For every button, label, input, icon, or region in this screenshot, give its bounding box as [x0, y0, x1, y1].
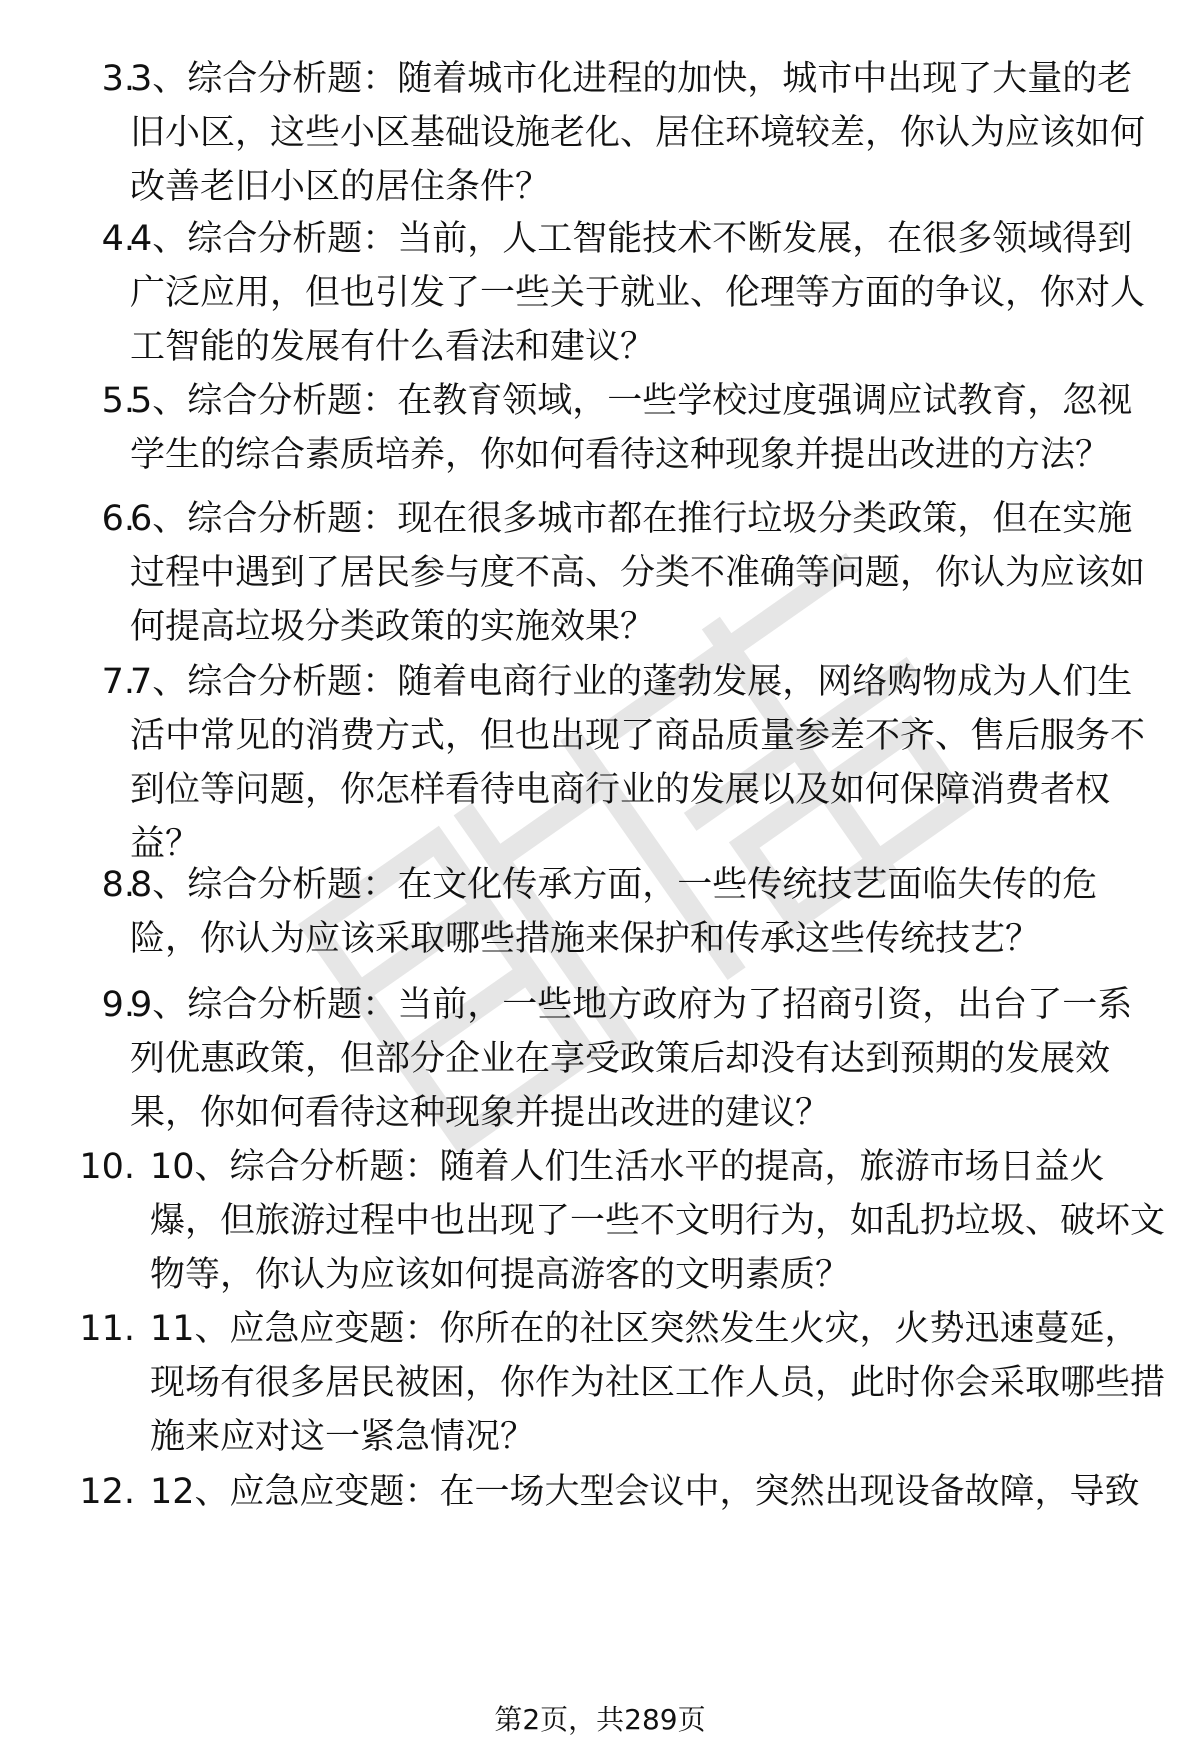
question-number: 10. [79, 1147, 135, 1187]
question-text: 4、综合分析题：当前，人工智能技术不断发展，在很多领域得到广泛应用，但也引发了一些关于就业、伦理等方面的争议，你对人工智能的发展有什么看法和建议？ [130, 219, 1146, 367]
question-number: 6. [101, 499, 135, 539]
question-text: 6、综合分析题：现在很多城市都在推行垃圾分类政策，但在实施过程中遇到了居民参与度不高、分类不准确等问题，你认为应该如何提高垃圾分类政策的实施效果？ [130, 499, 1146, 647]
question-number: 11. [79, 1309, 135, 1349]
question-text: 3、综合分析题：随着城市化进程的加快，城市中出现了大量的老旧小区，这些小区基础设施老化、居住环境较差，你认为应该如何改善老旧小区的居住条件？ [130, 59, 1146, 207]
question-text: 7、综合分析题：随着电商行业的蓬勃发展，网络购物成为人们生活中常见的消费方式，但也出现了商品质量参差不齐、售后服务不到位等问题，你怎样看待电商行业的发展以及如何保障消费者权益？ [130, 662, 1146, 864]
question-number: 4. [101, 219, 135, 259]
page-footer: 第2页，共289页 [494, 1703, 706, 1736]
question-text: 5、综合分析题：在教育领域，一些学校过度强调应试教育，忽视学生的综合素质培养，你如何看待这种现象并提出改进的方法？ [130, 381, 1133, 475]
question-text: 12、应急应变题：在一场大型会议中，突然出现设备故障，导致 [150, 1472, 1140, 1512]
question-number: 7. [101, 662, 135, 702]
question-text: 9、综合分析题：当前，一些地方政府为了招商引资，出台了一系列优惠政策，但部分企业在享受政策后却没有达到预期的发展效果，你如何看待这种现象并提出改进的建议？ [130, 985, 1133, 1133]
question-text: 8、综合分析题：在文化传承方面，一些传统技艺面临失传的危险，你认为应该采取哪些措施来保护和传承这些传统技艺？ [130, 865, 1098, 959]
question-text: 11、应急应变题：你所在的社区突然发生火灾，火势迅速蔓延，现场有很多居民被困，你作为社区工作人员，此时你会采取哪些措施来应对这一紧急情况？ [150, 1309, 1166, 1457]
question-number: 3. [101, 59, 135, 99]
question-number: 12. [79, 1472, 135, 1512]
question-number: 5. [101, 381, 135, 421]
question-text: 10、综合分析题：随着人们生活水平的提高，旅游市场日益火爆，但旅游过程中也出现了一些不文明行为，如乱扔垃圾、破坏文物等，你认为应该如何提高游客的文明素质？ [150, 1147, 1166, 1295]
question-number: 9. [101, 985, 135, 1025]
question-number: 8. [101, 865, 135, 905]
